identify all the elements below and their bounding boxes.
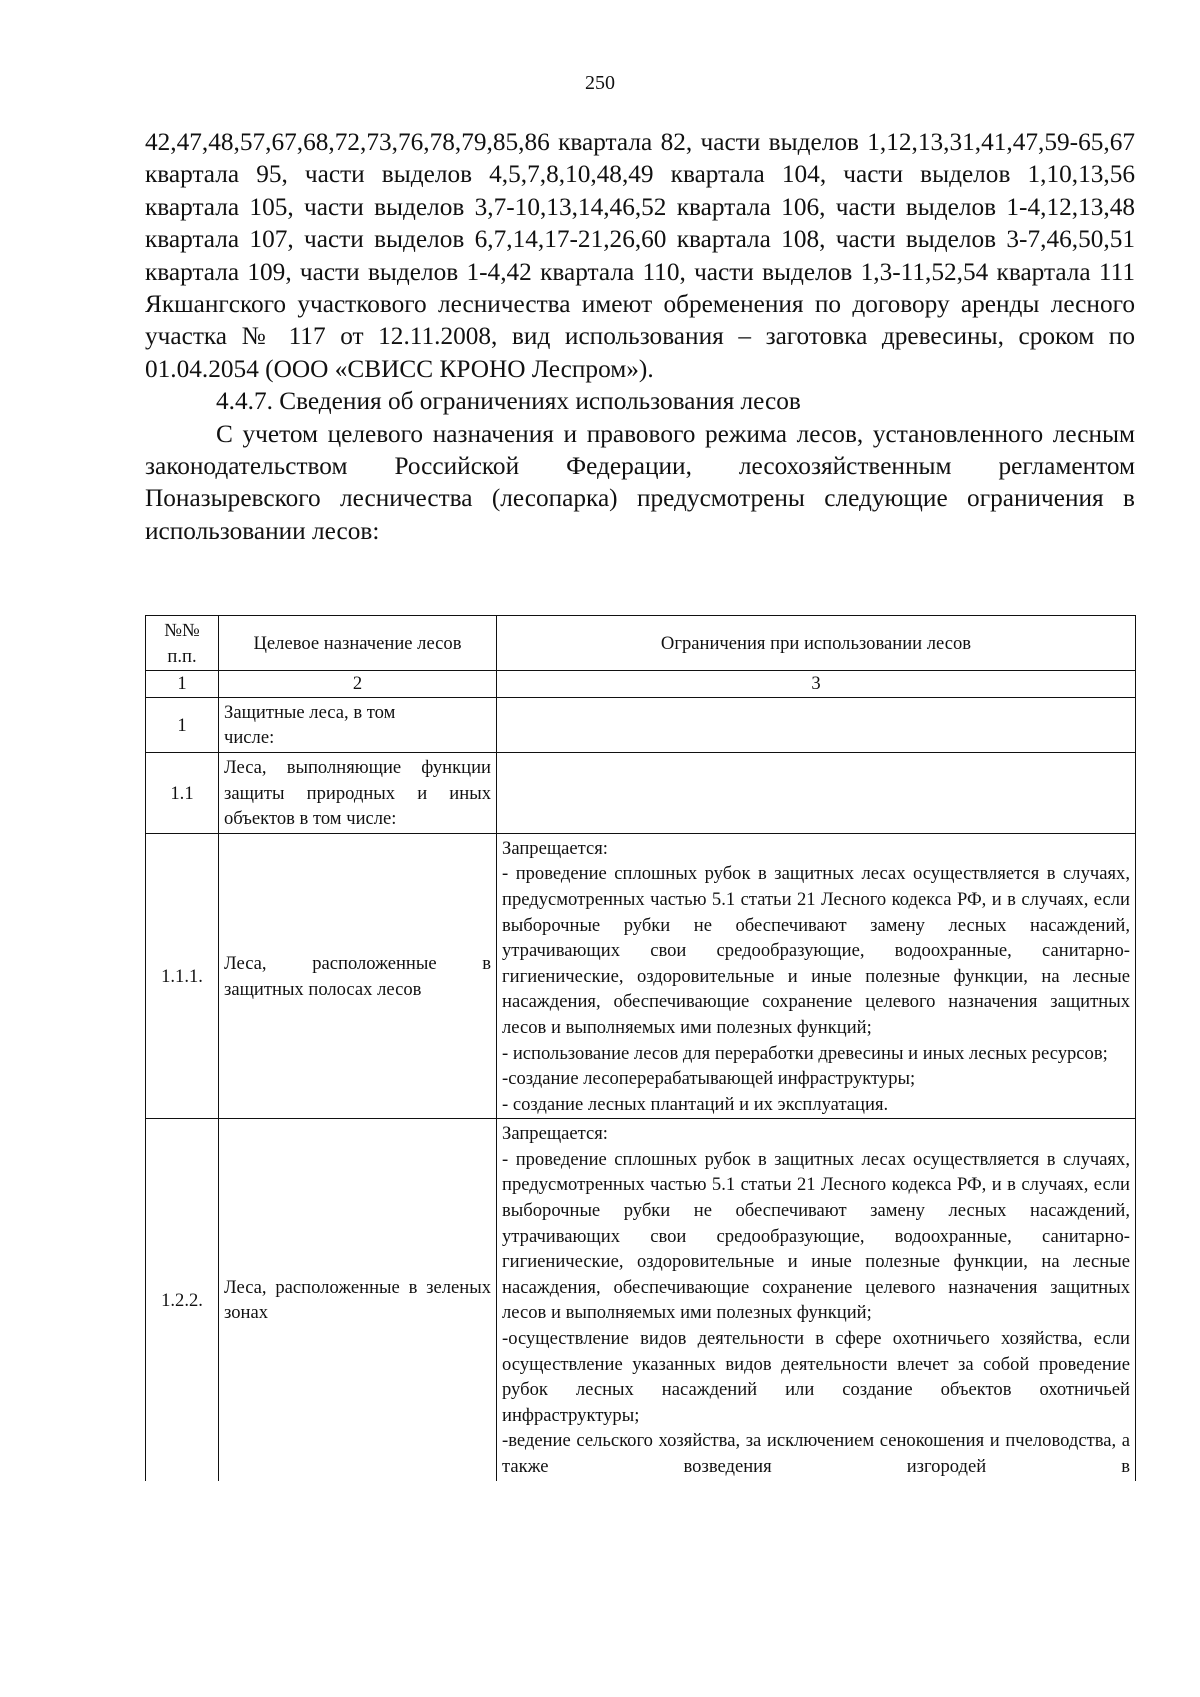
page-number: 250 (585, 72, 615, 94)
section-heading: 4.4.7. Сведения об ограничениях использования лесов (216, 387, 801, 416)
header-restrictions: Ограничения при использовании лесов (497, 616, 1136, 671)
table-row (146, 697, 1136, 752)
column-number: 3 (497, 671, 1136, 698)
restriction-line: - проведение сплошных рубок в защитных лесах осуществляется в случаях, предусмотренных частью 5.1 статьи 21 Лесного кодекса РФ, и в случаях, если выборочные рубки не обеспечивают замену лесных насаждений, утрачивающих свои средообразующие, водоохранные, санитарно-гигиенические, оздоровительные и иные полезные функции, на лесные насаждения, обеспечивающие сохранение целевого назначения защитных лесов и выполняемых ими полезных функций; (502, 863, 1130, 1038)
restriction-line: -ведение сельского хозяйства, за исключением сенокошения и пчеловодства, а также возведения изгородей в (502, 1430, 1130, 1477)
table-row (146, 752, 1136, 833)
column-number: 2 (219, 671, 497, 698)
restriction-line: - использование лесов для переработки древесины и иных лесных ресурсов; (502, 1042, 1108, 1064)
row-number: 1.2.2. (146, 1119, 219, 1481)
restriction-line: Запрещается: (502, 837, 608, 859)
body-text (145, 126, 1135, 547)
restriction-line: - создание лесных плантаций и их эксплуатация. (502, 1093, 889, 1115)
table-header-row (146, 616, 1136, 671)
row-purpose: Защитные леса, в том числе: (219, 697, 497, 752)
row-restrictions (497, 697, 1136, 752)
row-purpose: Леса, расположенные в защитных полосах лесов (219, 833, 497, 1119)
header-purpose: Целевое назначение лесов (219, 616, 497, 671)
table-row (146, 1119, 1136, 1481)
row-purpose: Леса, выполняющие функции защиты природных и иных объектов в том числе: (219, 752, 497, 833)
row-restrictions (497, 833, 1136, 1119)
header-number: №№ п.п. (146, 616, 219, 671)
row-restrictions (497, 752, 1136, 833)
row-purpose: Леса, расположенные в зеленых зонах (219, 1119, 497, 1481)
restrictions-table (145, 615, 1136, 1481)
column-number: 1 (146, 671, 219, 698)
row-number: 1 (146, 697, 219, 752)
row-number: 1.1 (146, 752, 219, 833)
row-restrictions (497, 1119, 1136, 1481)
restriction-line: - проведение сплошных рубок в защитных лесах осуществляется в случаях, предусмотренных частью 5.1 статьи 21 Лесного кодекса РФ, и в случаях, если выборочные рубки не обеспечивают замену лесных насаждений, утрачивающих свои средообразующие, водоохранные, санитарно-гигиенические, оздоровительные и иные полезные функции, на лесные насаждения, обеспечивающие сохранение целевого назначения защитных лесов и выполняемых ими полезных функций; (502, 1148, 1130, 1324)
restriction-line: Запрещается: (502, 1123, 608, 1145)
row-number: 1.1.1. (146, 833, 219, 1119)
restriction-line: -осуществление видов деятельности в сфере охотничьего хозяйства, если осуществление указанных видов деятельности влечет за собой проведение рубок лесных насаждений или создание объектов охотничьей инфраструктуры; (502, 1328, 1130, 1426)
paragraph-intro: С учетом целевого назначения и правового режима лесов, установленного лесным законодательством Российской Федерации, лесохозяйственным регламентом Поназыревского лесничества (лесопарка) предусмотрены следующие ограничения в использовании лесов: (145, 419, 1135, 545)
restriction-line: -создание лесоперерабатывающей инфраструктуры; (502, 1068, 916, 1090)
table-row (146, 833, 1136, 1119)
paragraph-encumbrance: 42,47,48,57,67,68,72,73,76,78,79,85,86 квартала 82, части выделов 1,12,13,31,41,47,59-65,67 квартала 95, части выделов 4,5,7,8,10,48,49 квартала 104, части выделов 1,10,13,56 квартала 105, части выделов 3,7-10,13,14,46,52 квартала 106, части выделов 1-4,12,13,48 квартала 107, части выделов 6,7,14,17-21,26,60 квартала 108, части выделов 3-7,46,50,51 квартала 109, части выделов 1-4,42 квартала 110, части выделов 1,3-11,52,54 квартала 111 Якшангского участкового лесничества имеют обременения по договору аренды лесного участка № 117 от 12.11.2008, вид использования – заготовка древесины, сроком по 01.04.2054 (ООО «СВИСС КРОНО Леспром»). (145, 128, 1135, 383)
table-column-number-row (146, 671, 1136, 698)
